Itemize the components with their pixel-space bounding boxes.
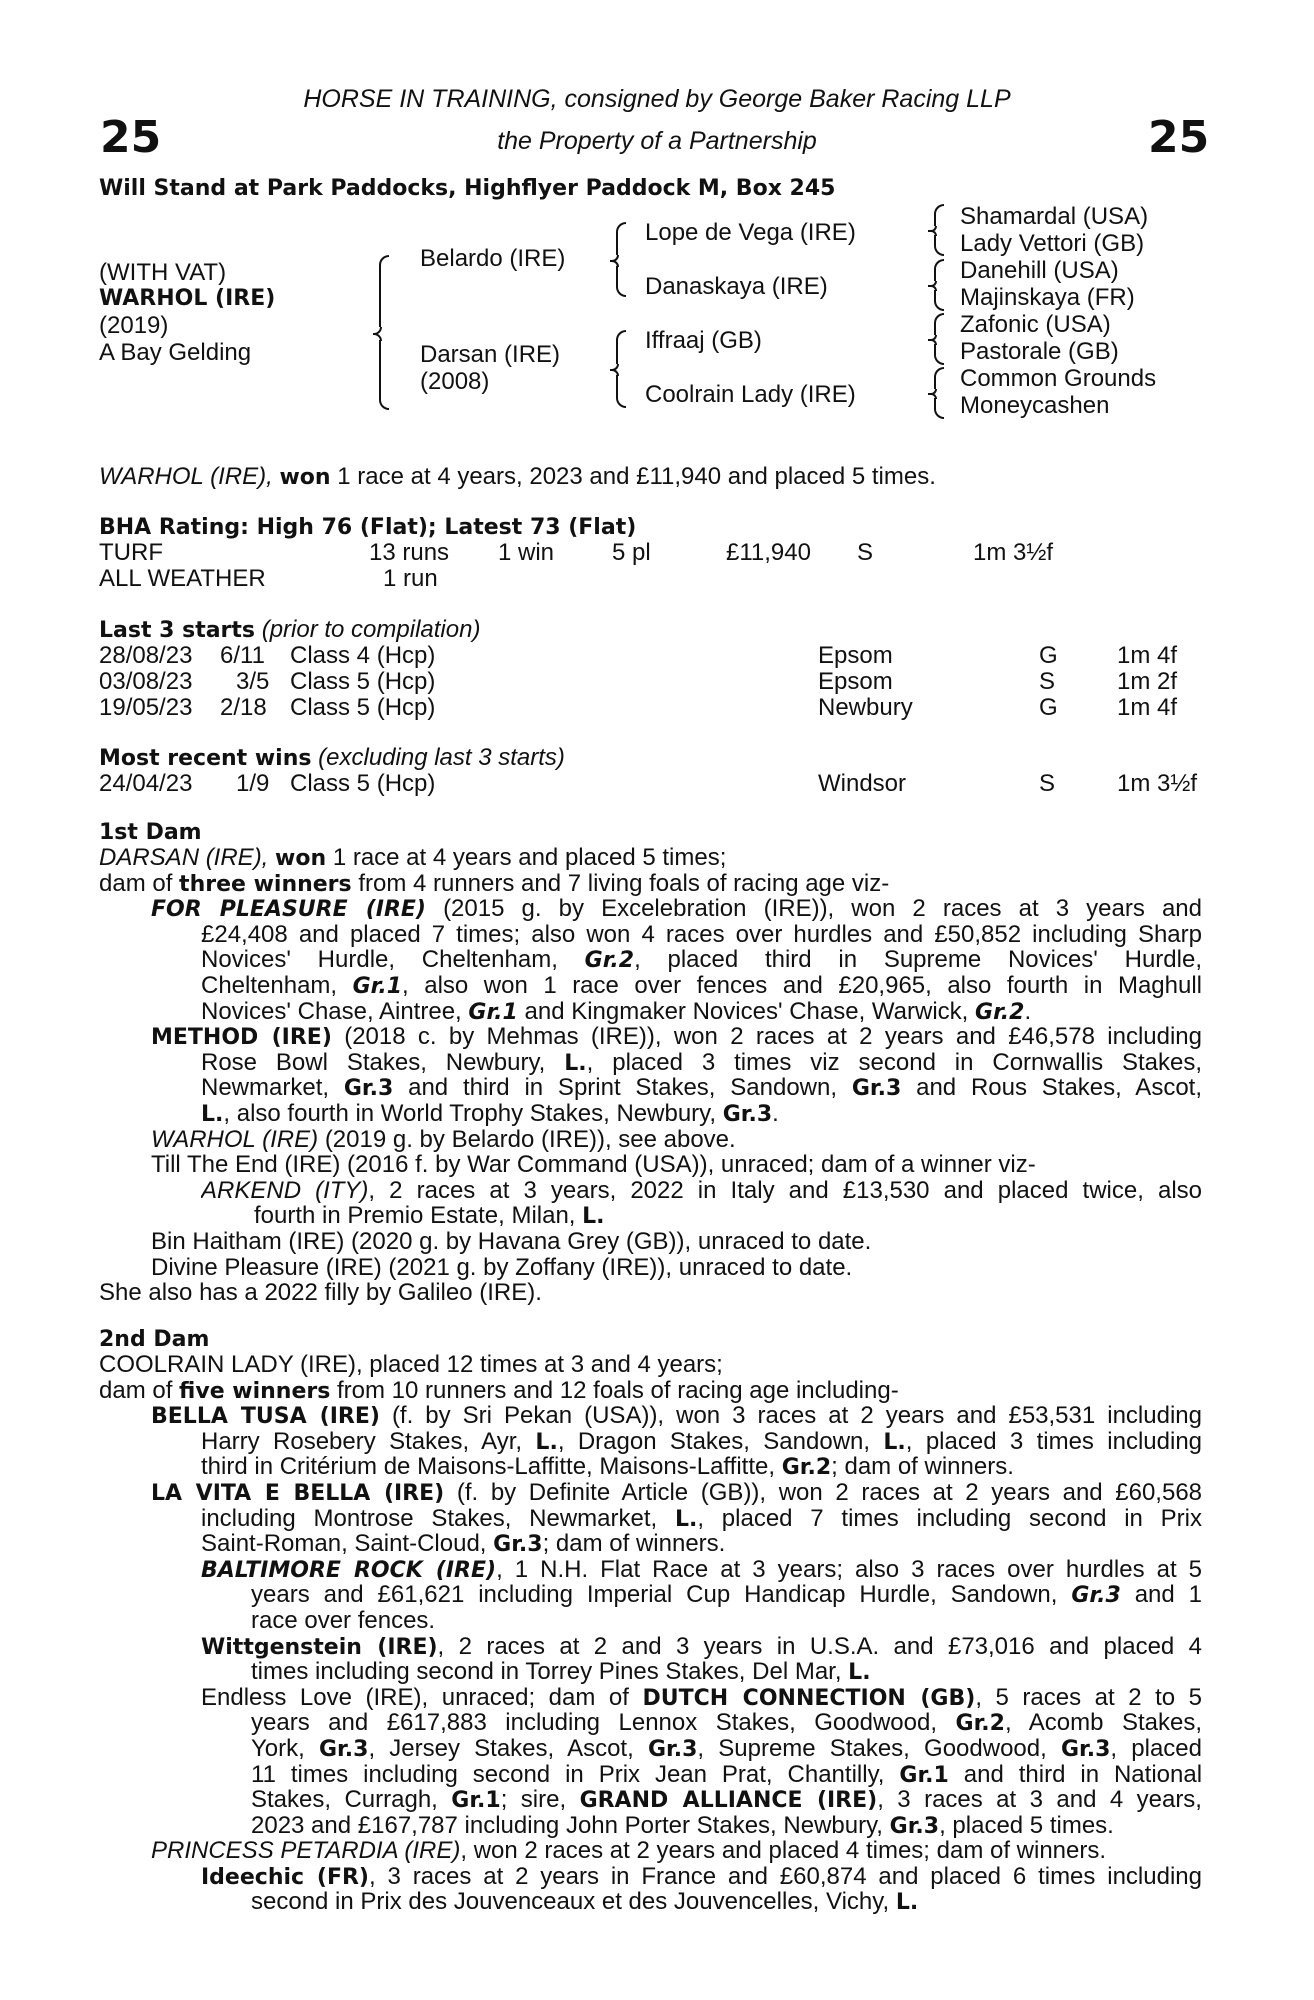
progeny-method: METHOD (IRE) (2018 c. by Mehmas (IRE)), won 2 races at 2 years and £46,578 including Rose Bowl Stakes, Newbury, L., placed 3 times viz second in Cornwallis Stakes, Newmarket, Gr.3 and third in Sprint Stakes, Sandown, Gr.3 and Rous Stakes, Ascot, L., also fourth in World Trophy Stakes, Newbury, Gr.3. (151, 1024, 1202, 1127)
pedigree-dds: Common Grounds (960, 365, 1157, 392)
pedigree-sire: Belardo (IRE) (420, 245, 566, 272)
rating-turf-distance: 1m 3½f (973, 539, 1054, 566)
last3-distance-1: 1m 4f (1117, 642, 1178, 669)
progeny-la-vita-e-bella: LA VITA E BELLA (IRE) (f. by Definite Article (GB)), won 2 races at 2 years and £60,568 including Montrose Stakes, Newmarket, L., placed 7 times including second in Prix Saint-Roman, Saint-Cloud, Gr.3; dam of winners. (151, 1479, 1202, 1558)
recent-header (99, 745, 565, 772)
rating-turf-wins: 1 win (498, 539, 555, 566)
recent-pos-1: 1/9 (236, 770, 270, 797)
pedigree-sdd: Majinskaya (FR) (960, 284, 1135, 311)
progeny-wittgenstein: Wittgenstein (IRE), 2 races at 2 and 3 years in U.S.A. and £73,016 and placed 4 times including second in Torrey Pines Stakes, Del Mar, L. (201, 1633, 1202, 1686)
last3-pos-2: 3/5 (236, 668, 270, 695)
lot-number-right: 25 (1148, 112, 1210, 163)
pedigree-sire-dam: Danaskaya (IRE) (645, 273, 828, 300)
progeny-till-the-end: Till The End (IRE) (2016 f. by War Command (USA)), unraced; dam of a winner viz- (151, 1151, 1036, 1179)
last3-distance-3: 1m 4f (1117, 694, 1178, 721)
dam2-section: COOLRAIN LADY (IRE), placed 12 times at 3 and 4 years; dam of five winners from 10 runners and 12 foals of racing age including- BELLA TUSA (IRE) (f. by Sri Pekan (USA)), won 3 races at 2 years and £53,531 including Harry Rosebery Stakes, Ayr, L., Dragon Stakes, Sandown, L., placed 3 times including third in Critérium de Maisons-Laffitte, Maisons-Laffitte, Gr.2; dam of winners. LA VITA E BELLA (IRE) (f. by Definite Article (GB)), won 2 races at 2 years and £60,568 including Montrose Stakes, Newmarket, L., placed 7 times including second in Prix Saint-Roman, Saint-Cloud, Gr.3; dam of winners. BALTIMORE ROCK (IRE), 1 N.H. Flat Race at 3 years; also 3 races over hurdles at 5 years and £61,621 including Imperial Cup Handicap Hurdle, Sandown, Gr.3 and 1 race over fences. Wittgenstein (IRE), 2 races at 2 and 3 years in U.S.A. and £73,016 and placed 4 times including second in Torrey Pines Stakes, Del Mar, L. Endless Love (IRE), unraced; dam of DUTCH CONNECTION (GB), 5 races at 2 to 5 years and £617,883 including Lennox Stakes, Goodwood, Gr.2, Acomb Stakes, York, Gr.3, Jersey Stakes, Ascot, Gr.3, Supreme Stakes, Goodwood, Gr.3, placed 11 times including second in Prix Jean Prat, Chantilly, Gr.1 and third in National Stakes, Curragh, Gr.1; sire, GRAND ALLIANCE (IRE), 3 races at 3 and 4 years, 2023 and £167,787 including John Porter Stakes, Newbury, Gr.3, placed 5 times. PRINCESS PETARDIA (IRE), won 2 races at 2 years and placed 4 times; dam of winners. Ideechic (FR), 3 races at 2 years in France and £60,874 and placed 6 times including second in Prix des Jouvenceaux et des Jouvencelles, Vichy, L. (99, 1351, 1202, 1916)
horse-name: WARHOL (IRE) (99, 286, 276, 311)
brace-dam (610, 330, 622, 408)
last3-race-2: Class 5 (Hcp) (290, 668, 436, 695)
recent-going-1: S (1039, 770, 1056, 797)
progeny-endless-love: Endless Love (IRE), unraced; dam of DUTCH CONNECTION (GB), 5 races at 2 to 5 years and £617,883 including Lennox Stakes, Goodwood, Gr.2, Acomb Stakes, York, Gr.3, Jersey Stakes, Ascot, Gr.3, Supreme Stakes, Goodwood, Gr.3, placed 11 times including second in Prix Jean Prat, Chantilly, Gr.1 and third in National Stakes, Curragh, Gr.1; sire, GRAND ALLIANCE (IRE), 3 races at 3 and 4 years, 2023 and £167,787 including John Porter Stakes, Newbury, Gr.3, placed 5 times. (201, 1684, 1202, 1839)
last3-date-3: 19/05/23 (99, 694, 193, 721)
pedigree-dam: Darsan (IRE) (420, 341, 561, 368)
last3-pos-1: 6/11 (220, 642, 265, 669)
last3-date-2: 03/08/23 (99, 668, 193, 695)
rating-turf-placed: 5 pl (612, 539, 651, 566)
pedigree-sire-sire: Lope de Vega (IRE) (645, 219, 856, 246)
horse-vat: (WITH VAT) (99, 259, 227, 286)
recent-course-1: Windsor (818, 770, 907, 797)
last3-header (99, 617, 480, 644)
pedigree-dam-sire: Iffraaj (GB) (645, 327, 762, 354)
lot-number-left: 25 (100, 112, 162, 163)
last3-course-3: Newbury (818, 694, 913, 721)
rating-turf-going: S (857, 539, 874, 566)
recent-race-1: Class 5 (Hcp) (290, 770, 436, 797)
progeny-bin-haitham: Bin Haitham (IRE) (2020 g. by Havana Grey (GB)), unraced to date. (151, 1227, 872, 1255)
pedigree-dam-year: (2008) (420, 368, 490, 395)
brace-ss (928, 204, 940, 256)
stand-location: Will Stand at Park Paddocks, Highflyer Paddock M, Box 245 (99, 176, 836, 201)
progeny-ideechic: Ideechic (FR), 3 races at 2 years in France and £60,874 and placed 6 times including second in Prix des Jouvenceaux et des Jouvencelles, Vichy, L. (201, 1863, 1202, 1916)
pedigree-dsd: Pastorale (GB) (960, 338, 1119, 365)
progeny-warhol: WARHOL (IRE) (2019 g. by Belardo (IRE)), see above. (151, 1125, 736, 1153)
brace-sd (928, 259, 940, 311)
horse-year: (2019) (99, 312, 169, 339)
rating-title: BHA Rating: High 76 (Flat); Latest 73 (Flat) (99, 515, 637, 540)
recent-distance-1: 1m 3½f (1117, 770, 1198, 797)
progeny-for-pleasure: FOR PLEASURE (IRE) (2015 g. by Excelebration (IRE)), won 2 races at 3 years and £24,408 and placed 7 times; also won 4 races over hurdles and £50,852 including Sharp Novices' Hurdle, Cheltenham, Gr.2, placed third in Supreme Novices' Hurdle, Cheltenham, Gr.1, also won 1 race over fences and £20,965, also fourth in Maghull Novices' Chase, Aintree, Gr.1 and Kingmaker Novices' Chase, Warwick, Gr.2. (151, 896, 1202, 1025)
rating-aw-runs: 1 run (383, 565, 438, 592)
recent-title: Most recent wins (99, 746, 312, 771)
horse-description: A Bay Gelding (99, 339, 252, 366)
recent-date-1: 24/04/23 (99, 770, 193, 797)
last3-course-2: Epsom (818, 668, 893, 695)
summary-won: won (279, 465, 331, 490)
dam1-section: DARSAN (IRE), won 1 race at 4 years and placed 5 times; dam of three winners from 4 runners and 7 living foals of racing age viz- FOR PLEASURE (IRE) (2015 g. by Excelebration (IRE)), won 2 races at 3 years and £24,408 and placed 7 times; also won 4 races over hurdles and £50,852 including Sharp Novices' Hurdle, Cheltenham, Gr.2, placed third in Supreme Novices' Hurdle, Cheltenham, Gr.1, also won 1 race over fences and £20,965, also fourth in Maghull Novices' Chase, Aintree, Gr.1 and Kingmaker Novices' Chase, Warwick, Gr.2. METHOD (IRE) (2018 c. by Mehmas (IRE)), won 2 races at 2 years and £46,578 including Rose Bowl Stakes, Newbury, L., placed 3 times viz second in Cornwallis Stakes, Newmarket, Gr.3 and third in Sprint Stakes, Sandown, Gr.3 and Rous Stakes, Ascot, L., also fourth in World Trophy Stakes, Newbury, Gr.3. WARHOL (IRE) (2019 g. by Belardo (IRE)), see above. Till The End (IRE) (2016 f. by War Command (USA)), unraced; dam of a winner viz- ARKEND (ITY), 2 races at 3 years, 2022 in Italy and £13,530 and placed twice, also fourth in Premio Estate, Milan, L. Bin Haitham (IRE) (2020 g. by Havana Grey (GB)), unraced to date. Divine Pleasure (IRE) (2021 g. by Zoffany (IRE)), unraced to date. She also has a 2022 filly by Galileo (IRE). (99, 844, 1202, 1307)
pedigree-sss: Shamardal (USA) (960, 203, 1149, 230)
pedigree-ssd: Lady Vettori (GB) (960, 230, 1145, 257)
brace-dd (928, 367, 940, 419)
rating-turf-runs: 13 runs (369, 539, 450, 566)
progeny-bella-tusa: BELLA TUSA (IRE) (f. by Sri Pekan (USA)), won 3 races at 2 years and £53,531 including Harry Rosebery Stakes, Ayr, L., Dragon Stakes, Sandown, L., placed 3 times including third in Critérium de Maisons-Laffitte, Maisons-Laffitte, Gr.2; dam of winners. (151, 1403, 1202, 1481)
last3-distance-2: 1m 2f (1117, 668, 1178, 695)
brace-main (373, 255, 385, 410)
last3-race-3: Class 5 (Hcp) (290, 694, 436, 721)
last3-note: (prior to compilation) (261, 616, 481, 643)
summary-horse-name: WARHOL (IRE), (99, 463, 273, 490)
progeny-baltimore-rock: BALTIMORE ROCK (IRE), 1 N.H. Flat Race at 3 years; also 3 races over hurdles at 5 years and £61,621 including Imperial Cup Handicap Hurdle, Sandown, Gr.3 and 1 race over fences. (201, 1556, 1202, 1634)
last3-going-2: S (1039, 668, 1056, 695)
rating-turf-surface: TURF (99, 539, 163, 566)
progeny-arkend: ARKEND (ITY), 2 races at 3 years, 2022 in Italy and £13,530 and placed twice, also (201, 1177, 1202, 1204)
race-summary (99, 464, 936, 491)
pedigree-ddd: Moneycashen (960, 392, 1110, 419)
last3-pos-3: 2/18 (220, 694, 267, 721)
pedigree-dam-dam: Coolrain Lady (IRE) (645, 381, 856, 408)
summary-text: 1 race at 4 years, 2023 and £11,940 and placed 5 times. (337, 463, 936, 490)
rating-aw-surface: ALL WEATHER (99, 565, 266, 592)
recent-note: (excluding last 3 starts) (318, 744, 565, 771)
pedigree-sds: Danehill (USA) (960, 257, 1119, 284)
last3-course-1: Epsom (818, 642, 893, 669)
header-consignor: HORSE IN TRAINING, consigned by George Baker Racing LLP (303, 85, 1011, 113)
dam1-filly-note: She also has a 2022 filly by Galileo (IRE). (99, 1279, 542, 1307)
last3-going-3: G (1039, 694, 1058, 721)
last3-date-1: 28/08/23 (99, 642, 193, 669)
last3-going-1: G (1039, 642, 1058, 669)
header-property: the Property of a Partnership (497, 127, 817, 155)
pedigree-dss: Zafonic (USA) (960, 311, 1111, 338)
last3-race-1: Class 4 (Hcp) (290, 642, 436, 669)
rating-turf-earnings: £11,940 (726, 539, 811, 566)
progeny-princess-petardia: PRINCESS PETARDIA (IRE), won 2 races at 2 years and placed 4 times; dam of winners. (151, 1837, 1107, 1865)
brace-sire (610, 222, 622, 297)
brace-ds (928, 313, 940, 365)
dam2-title: 2nd Dam (99, 1327, 210, 1352)
dam1-title: 1st Dam (99, 820, 202, 845)
last3-title: Last 3 starts (99, 618, 256, 643)
progeny-divine-pleasure: Divine Pleasure (IRE) (2021 g. by Zoffany (IRE)), unraced to date. (151, 1253, 853, 1281)
